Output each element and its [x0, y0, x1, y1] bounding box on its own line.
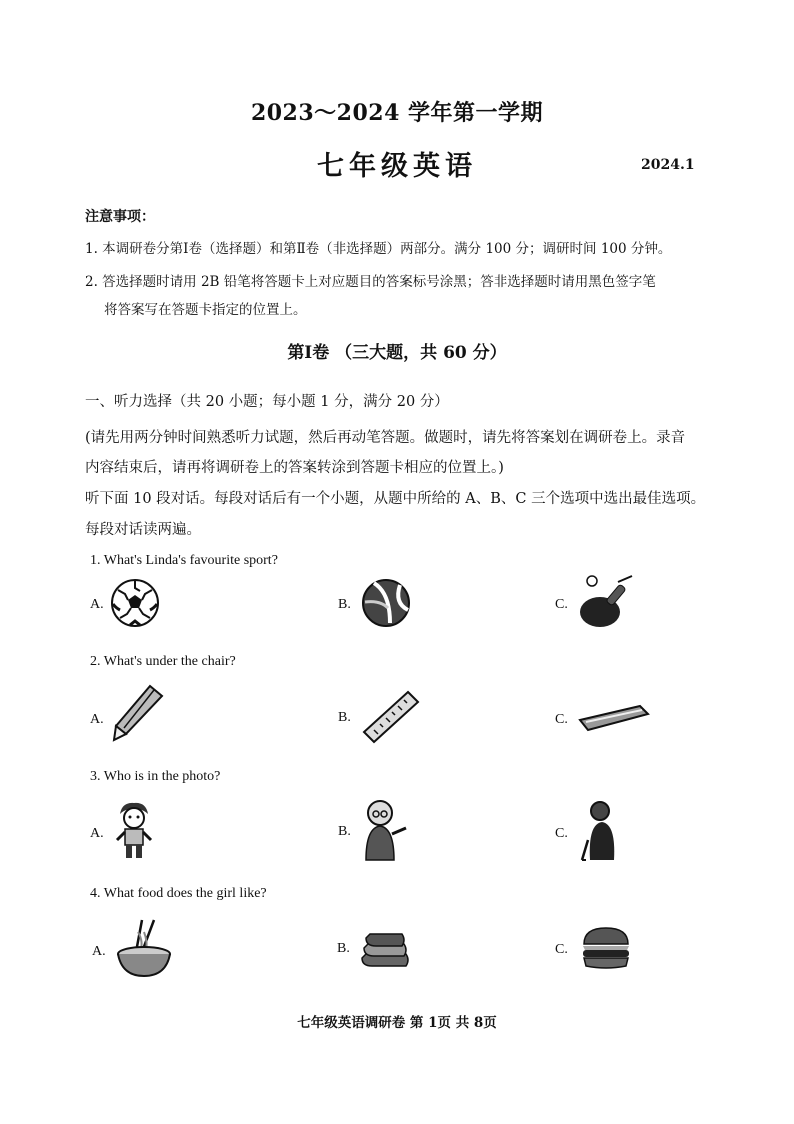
note-item-2-cont: 将答案写在答题卡指定的位置上。 — [104, 302, 307, 318]
page-footer: 七年级英语调研卷 第 1页 共 8页 — [297, 1015, 497, 1031]
question-3-text: 3. Who is in the photo? — [90, 769, 221, 784]
pencil-icon[interactable] — [110, 682, 166, 748]
question-1-option-a-label[interactable]: A. — [90, 597, 104, 612]
section-directions: 听下面 10 段对话。每段对话后有一个小题，从题中所给的 A、B、C 三个选项中选出最佳选项。 — [85, 491, 706, 507]
question-3-option-b-label[interactable]: B. — [338, 824, 351, 839]
question-3-option-c-label[interactable]: C. — [555, 826, 568, 841]
question-2-option-c-label[interactable]: C. — [555, 712, 568, 727]
question-2-option-a-label[interactable]: A. — [90, 712, 104, 727]
volleyball-icon[interactable] — [360, 578, 412, 632]
question-1-option-b-label[interactable]: B. — [338, 597, 351, 612]
section-instruction-cont: 内容结束后，请再将调研卷上的答案转涂到答题卡相应的位置上。) — [85, 460, 504, 476]
question-4-option-a-label[interactable]: A. — [92, 944, 106, 959]
ruler-icon[interactable] — [360, 690, 420, 748]
question-1-text: 1. What's Linda's favourite sport? — [90, 553, 278, 568]
noodles-icon[interactable] — [114, 918, 174, 982]
question-3-option-a-label[interactable]: A. — [90, 826, 104, 841]
soccer-ball-icon[interactable] — [110, 578, 160, 632]
question-4-text: 4. What food does the girl like? — [90, 886, 267, 901]
part-title: 第Ⅰ卷 （三大题，共 60 分） — [287, 343, 507, 363]
grandmother-icon[interactable] — [360, 798, 410, 866]
hamburger-icon[interactable] — [580, 926, 632, 974]
boy-icon[interactable] — [112, 800, 156, 866]
question-2-option-b-label[interactable]: B. — [338, 710, 351, 725]
note-item-1: 1. 本调研卷分第Ⅰ卷（选择题）和第Ⅱ卷（非选择题）两部分。满分 100 分；调研时间 100 分钟。 — [85, 241, 672, 257]
section-instruction: (请先用两分钟时间熟悉听力试题，然后再动笔答题。做题时，请先将答案划在调研卷上。录音 — [85, 430, 686, 446]
question-1-option-c-label[interactable]: C. — [555, 597, 568, 612]
question-2-text: 2. What's under the chair? — [90, 654, 236, 669]
section-heading: 一、听力选择（共 20 小题；每小题 1 分，满分 20 分） — [85, 394, 449, 410]
notes-heading: 注意事项： — [85, 209, 155, 225]
exam-date: 2024.1 — [641, 157, 695, 173]
question-4-option-c-label[interactable]: C. — [555, 942, 568, 957]
note-item-2: 2. 答选择题时请用 2B 铅笔将答题卡上对应题目的答案标号涂黑；答非选择题时请用黑色签字笔 — [85, 274, 656, 290]
question-4-option-b-label[interactable]: B. — [337, 941, 350, 956]
old-man-icon[interactable] — [574, 800, 624, 866]
pencil-case-icon[interactable] — [578, 702, 650, 736]
section-directions-cont: 每段对话读两遍。 — [85, 522, 201, 538]
exam-term-title: 2023～2024 学年第一学期 — [250, 100, 544, 126]
exam-subject-title: 七年级英语 — [317, 151, 477, 182]
ping-pong-icon[interactable] — [576, 574, 640, 634]
bread-icon[interactable] — [358, 930, 412, 974]
